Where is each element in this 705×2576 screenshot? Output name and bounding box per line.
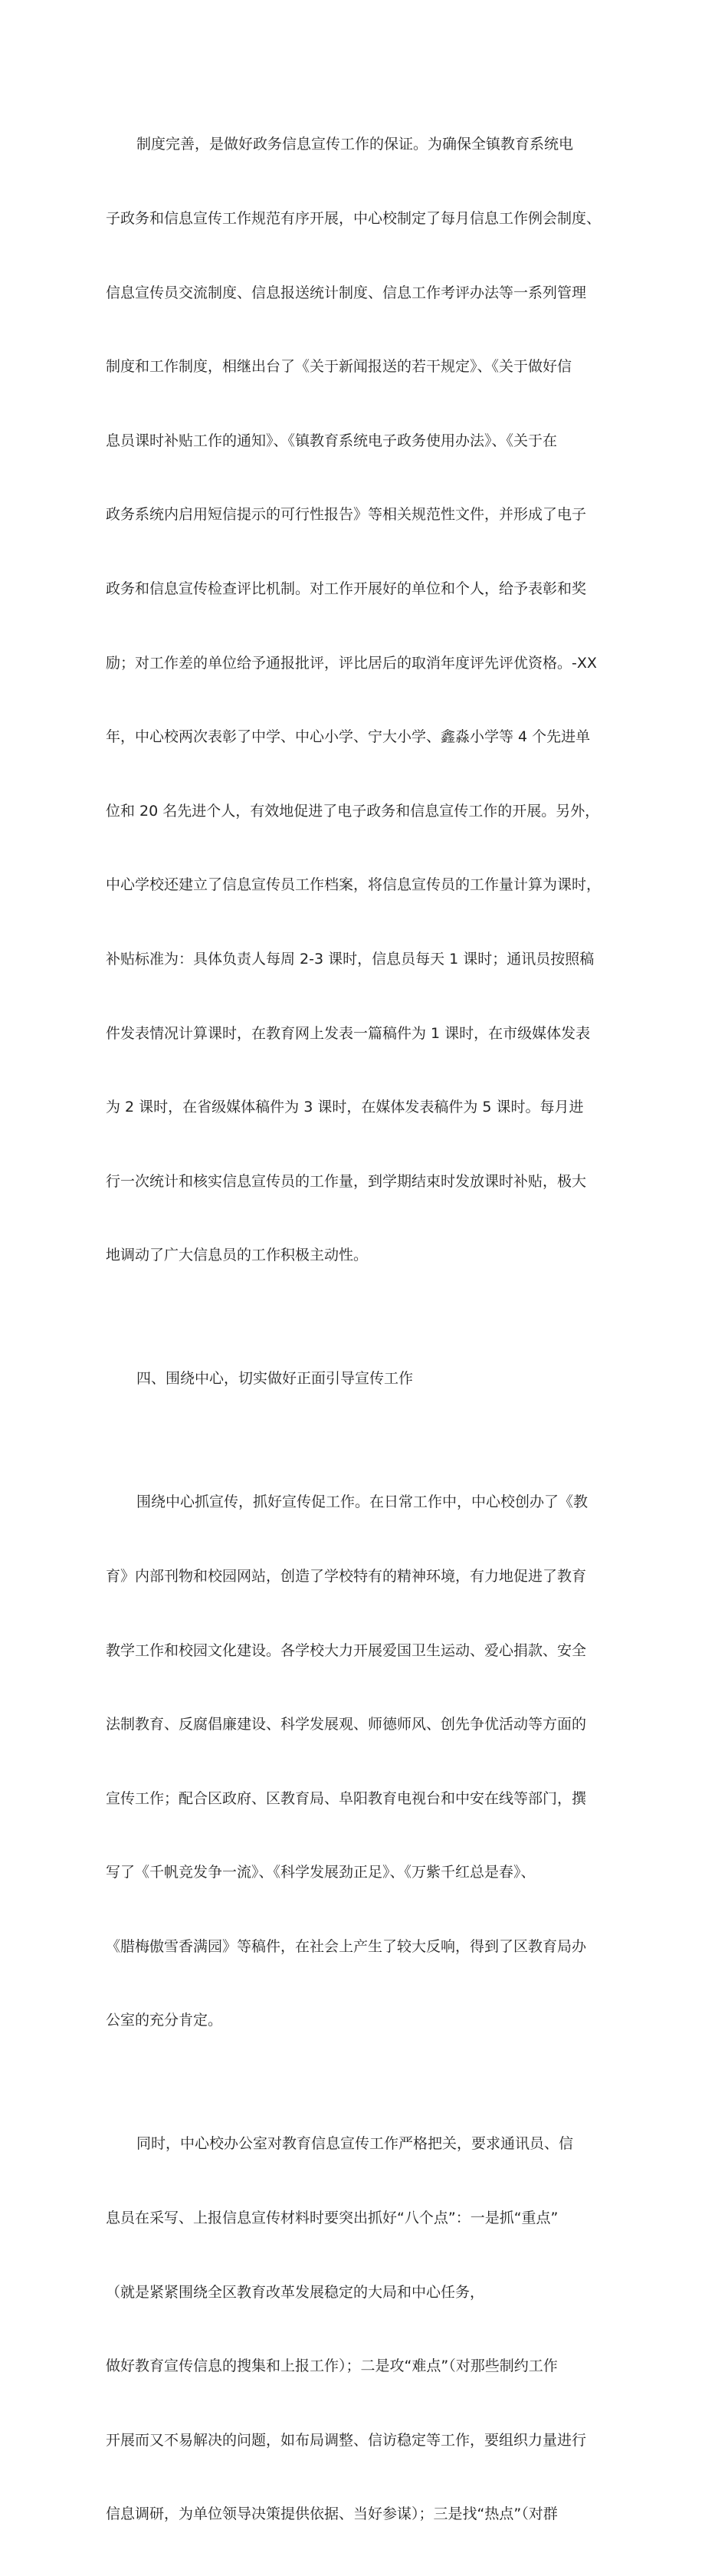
text-line: （就是紧紧围绕全区教育改革发展稳定的大局和中心任务， xyxy=(106,2283,485,2301)
text-line: 信息调研，为单位领导决策提供依据、当好参谋）；三是找“热点”（对群 xyxy=(106,2505,558,2523)
text-line: 位和 20 名先进个人，有效地促进了电子政务和信息宣传工作的开展。另外， xyxy=(106,802,600,820)
text-line: 地调动了广大信息员的工作积极主动性。 xyxy=(106,1247,369,1264)
text-line: 宣传工作；配合区政府、区教育局、阜阳教育电视台和中安在线等部门，撰 xyxy=(106,1789,587,1807)
text-line: 年，中心校两次表彰了中学、中心小学、宁大小学、鑫淼小学等 4 个先进单 xyxy=(106,728,591,746)
paragraph-publicity xyxy=(106,1441,612,2082)
text-line: 为 2 课时，在省级媒体稿件为 3 课时，在媒体发表稿件为 5 课时。每月进 xyxy=(106,1099,584,1116)
text-line: 励；对工作差的单位给予通报批评，评比居后的取消年度评先评优资格。-XX xyxy=(106,654,597,672)
text-line: 《腊梅傲雪香满园》等稿件，在社会上产生了较大反响，得到了区教育局办 xyxy=(106,1937,587,1955)
text-line: 件发表情况计算课时，在教育网上发表一篇稿件为 1 课时，在市级媒体发表 xyxy=(106,1024,591,1042)
text-line: 息员在采写、上报信息宣传材料时要突出抓好“八个点”：一是抓“重点” xyxy=(106,2210,559,2227)
text-line: 补贴标准为：具体负责人每周 2-3 课时，信息员每天 1 课时；通讯员按照稿 xyxy=(106,950,595,968)
section-heading xyxy=(106,1317,612,1441)
text-line: 制度完善，是做好政务信息宣传工作的保证。为确保全镇教育系统电 xyxy=(136,136,574,153)
text-line: 围绕中心抓宣传，抓好宣传促工作。在日常工作中，中心校创办了《教 xyxy=(136,1493,589,1511)
text-line: 教学工作和校园文化建设。各学校大力开展爱国卫生运动、爱心捐款、安全 xyxy=(106,1641,587,1659)
text-line: 政务和信息宣传检查评比机制。对工作开展好的单位和个人，给予表彰和奖 xyxy=(106,580,587,597)
text-line: 开展而又不易解决的问题，如布局调整、信访稳定等工作，要组织力量进行 xyxy=(106,2431,587,2449)
text-line: 同时，中心校办公室对教育信息宣传工作严格把关，要求通讯员、信 xyxy=(136,2135,574,2153)
text-line: 做好教育宣传信息的搜集和上报工作）；二是攻“难点”（对那些制约工作 xyxy=(106,2358,558,2375)
text-line: 中心学校还建立了信息宣传员工作档案，将信息宣传员的工作量计算为课时， xyxy=(106,876,602,894)
heading-line: 四、围绕中心，切实做好正面引导宣传工作 xyxy=(136,1370,414,1388)
paragraph-eight-points xyxy=(106,2082,612,2576)
text-line: 子政务和信息宣传工作规范有序开展，中心校制定了每月信息工作例会制度、 xyxy=(106,210,602,227)
text-line: 育》内部刊物和校园网站，创造了学校特有的精神环境，有力地促进了教育 xyxy=(106,1567,587,1585)
text-line: 行一次统计和核实信息宣传员的工作量，到学期结束时发放课时补贴，极大 xyxy=(106,1172,587,1190)
document-body xyxy=(106,83,612,2576)
text-line: 息员课时补贴工作的通知》、《镇教育系统电子政务使用办法》、《关于在 xyxy=(106,432,558,449)
paragraph-regulations xyxy=(106,83,612,1317)
text-line: 公室的充分肯定。 xyxy=(106,2012,223,2029)
text-line: 政务系统内启用短信提示的可行性报告》等相关规范性文件，并形成了电子 xyxy=(106,506,587,524)
text-line: 法制教育、反腐倡廉建设、科学发展观、师德师风、创先争优活动等方面的 xyxy=(106,1716,587,1733)
text-line: 制度和工作制度，相继出台了《关于新闻报送的若干规定》、《关于做好信 xyxy=(106,358,572,376)
text-line: 信息宣传员交流制度、信息报送统计制度、信息工作考评办法等一系列管理 xyxy=(106,284,587,301)
text-line: 写了《千帆竞发争一流》、《科学发展劲正足》、《万紫千红总是春》、 xyxy=(106,1864,536,1881)
